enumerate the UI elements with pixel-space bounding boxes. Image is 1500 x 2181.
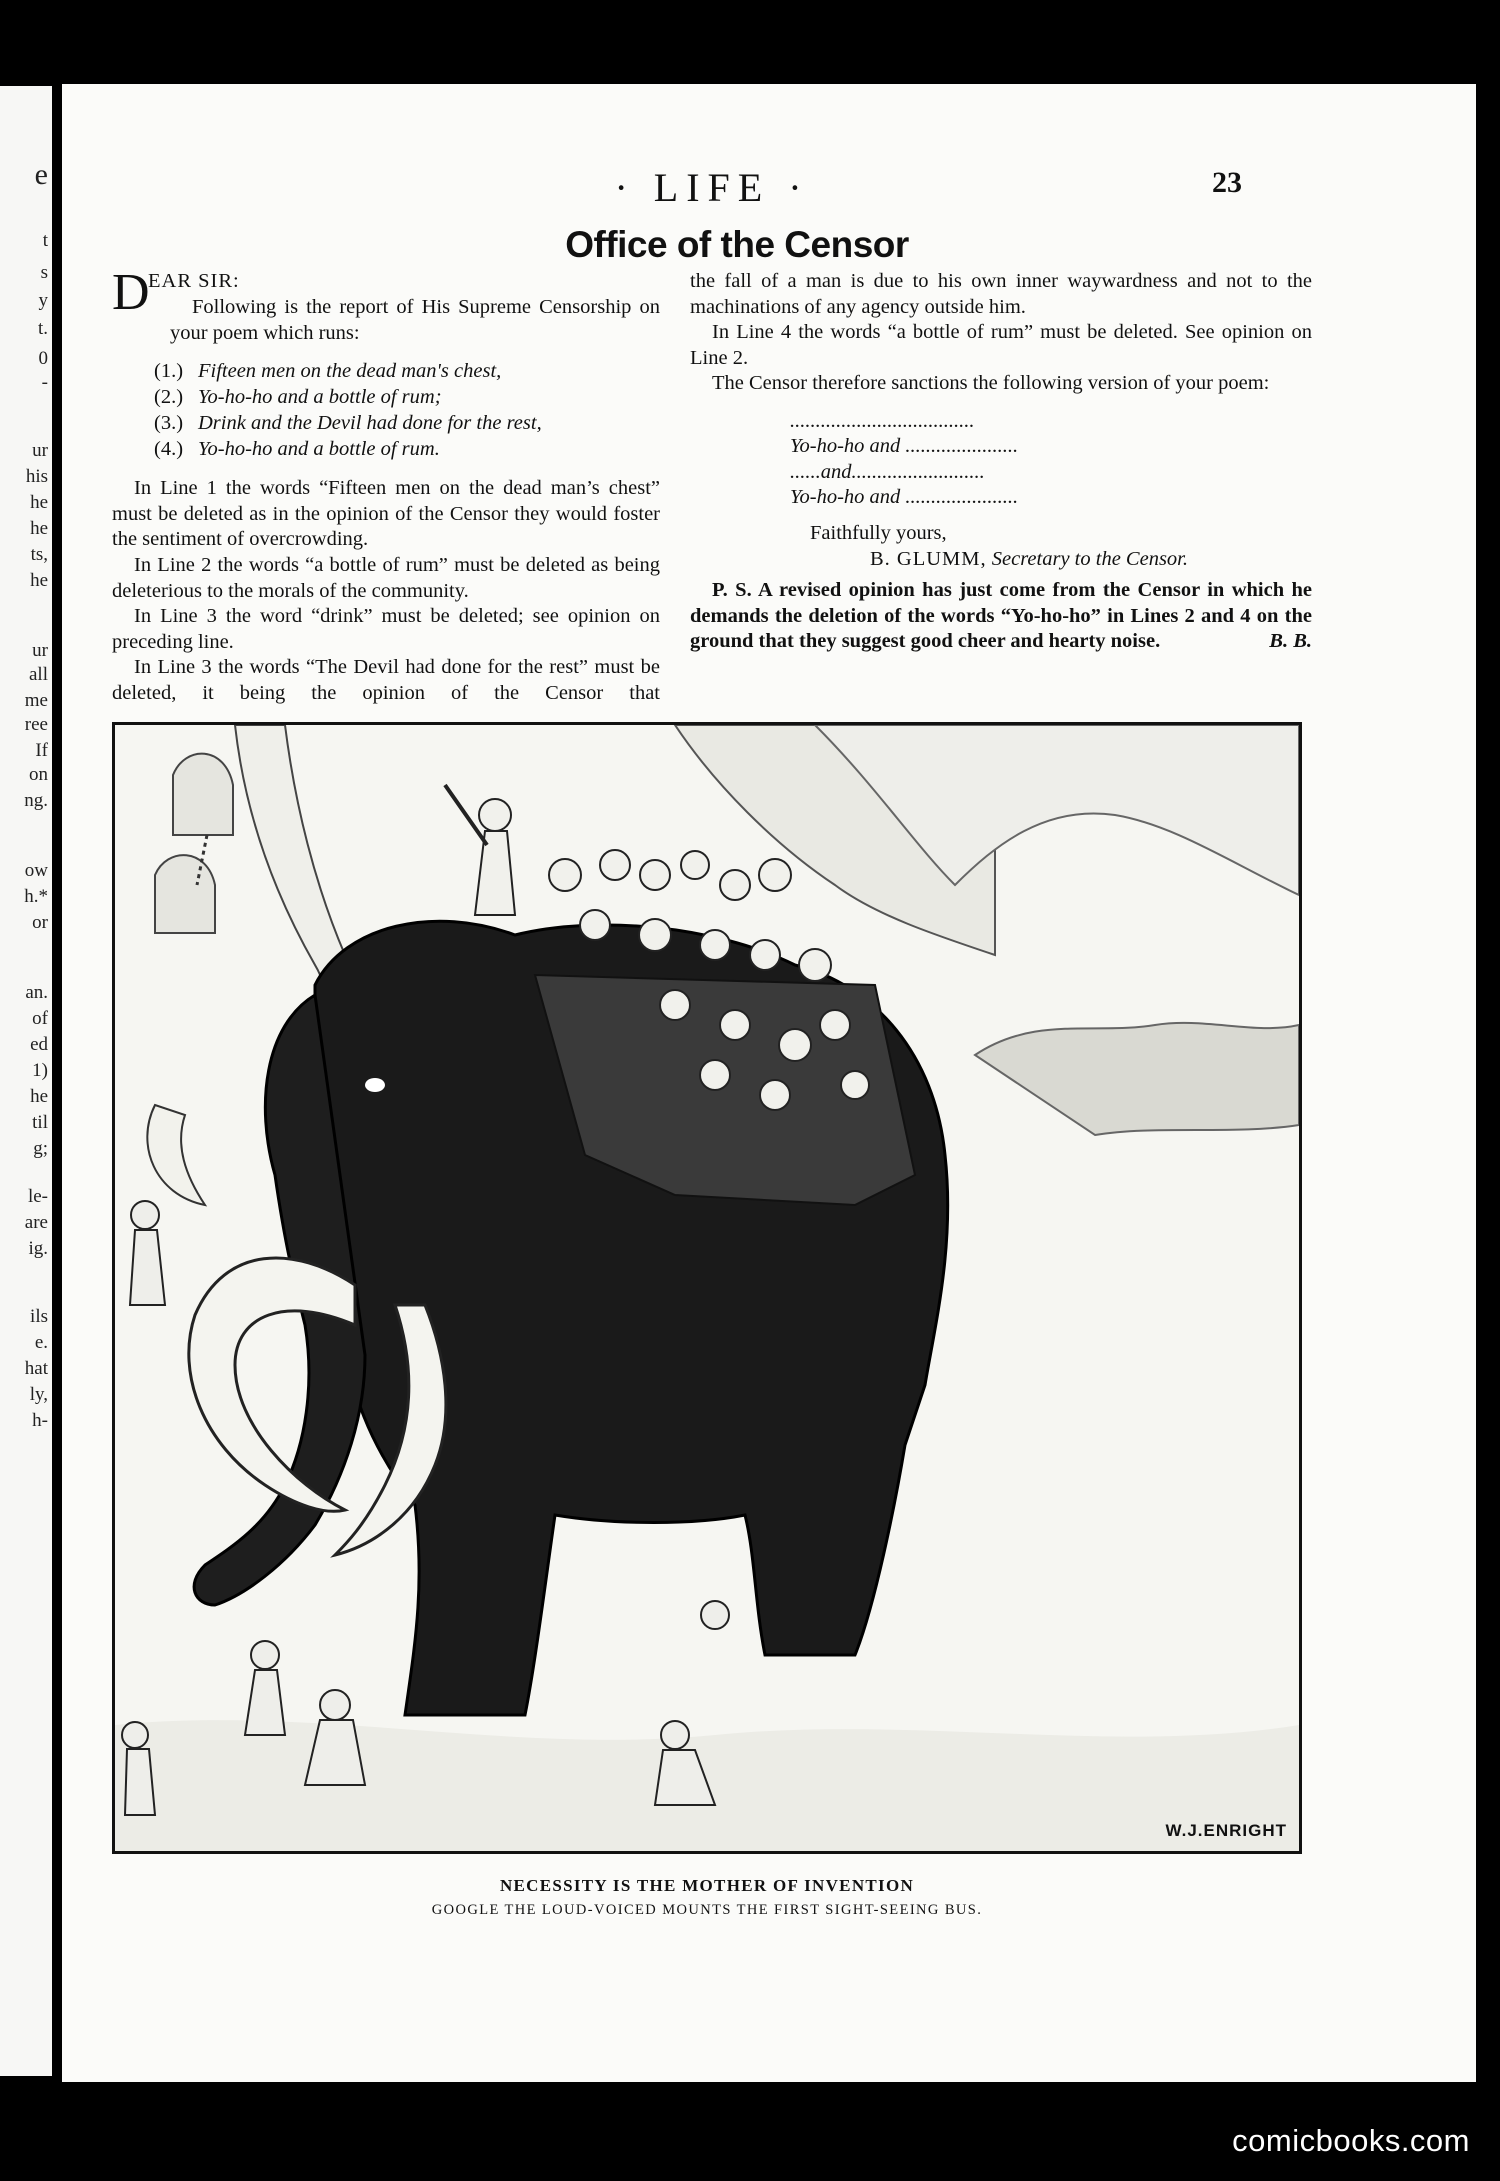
artist-signature: W.J.ENRIGHT (1165, 1821, 1287, 1840)
article-column-left (112, 264, 660, 707)
previous-page-text-fragment: ur (32, 440, 48, 461)
distant-hill-shape (975, 1023, 1299, 1135)
previous-page-text-fragment: t (42, 230, 48, 251)
previous-page-text-fragment: hat (24, 1358, 48, 1379)
mammoth-drawing (115, 725, 1299, 1851)
previous-page-text-fragment: his (25, 466, 48, 487)
poem-line: (2.) Yo-ho-ho and a bottle of rum; (154, 386, 442, 409)
previous-page-text-fragment: t. (37, 318, 48, 339)
previous-page-text-fragment: of (32, 1008, 48, 1029)
poem-block (154, 358, 660, 462)
previous-page-edge (0, 86, 52, 2076)
previous-page-text-fragment: ow (24, 860, 48, 881)
caption-subtitle: GOOGLE THE LOUD-VOICED MOUNTS THE FIRST SIGHT-SEEING BUS. (431, 1902, 983, 1918)
previous-page-text-fragment: me (24, 690, 48, 711)
closing: Faithfully yours, (810, 521, 947, 544)
caption-title: NECESSITY IS THE MOTHER OF INVENTION (499, 1876, 915, 1895)
signer-title: Secretary to the Censor. (991, 547, 1188, 570)
previous-page-text-fragment: h- (32, 1410, 48, 1431)
opinion-line-4: In Line 4 the words “a bottle of rum” must be deleted. See opinion on Line 2. (690, 321, 1312, 369)
poem-line: (3.) Drink and the Devil had done for the rest, (154, 412, 542, 435)
previous-page-text-fragment: an. (25, 982, 48, 1003)
cartoon-illustration (112, 722, 1302, 1854)
previous-page-text-fragment: on (29, 764, 48, 785)
masthead: · LIFE · (614, 165, 810, 210)
signoff (690, 521, 1312, 572)
opinion-line-3a: In Line 3 the word “drink” must be deleted; see opinion on preceding line. (112, 605, 660, 653)
postscript-initials: B. B. (1269, 630, 1312, 653)
previous-page-text-fragment: y (38, 290, 48, 311)
version-line: Yo-ho-ho and ...................... (790, 435, 1019, 458)
previous-page-text-fragment: he (30, 1086, 48, 1107)
sanction-text: The Censor therefore sanctions the following version of your poem: (712, 372, 1270, 395)
article-column-right (690, 269, 1312, 655)
previous-page-text-fragment: If (35, 740, 48, 761)
signer-name: B. GLUMM, (870, 547, 987, 570)
previous-page-text-fragment: til (32, 1112, 48, 1133)
previous-page-text-fragment: ils (30, 1306, 48, 1327)
mammoth-tusk-shape (147, 1105, 205, 1205)
previous-page-text-fragment: ig. (28, 1238, 48, 1259)
cliff-dwelling-shape (173, 754, 233, 835)
signer (690, 547, 1312, 573)
salutation-text: EAR SIR: (148, 270, 240, 292)
previous-page-text-fragment: ts, (30, 544, 48, 565)
previous-page-text-fragment: all (29, 664, 48, 685)
page-header (62, 164, 1476, 224)
opinion-line-3b: In Line 3 the words “The Devil had done for the rest” must be deleted, it being the opinion of the Censor that (112, 656, 660, 704)
version-line: .................................... (790, 409, 975, 432)
drop-cap: D (112, 264, 150, 321)
previous-page-text-fragment: ed (30, 1034, 48, 1055)
previous-page-text-fragment: s (40, 262, 48, 283)
version-line: Yo-ho-ho and ...................... (790, 486, 1019, 509)
magazine-page (62, 84, 1476, 2082)
cliff-dwelling-shape (155, 855, 215, 933)
previous-page-text-fragment: he (30, 518, 48, 539)
article-title: Office of the Censor (565, 224, 909, 265)
previous-page-text-fragment: ly, (29, 1384, 48, 1405)
version-line: ......and.......................... (790, 460, 985, 483)
previous-page-text-fragment: 0 (38, 348, 48, 369)
previous-page-text-fragment: are (24, 1212, 48, 1233)
previous-page-text-fragment: he (30, 492, 48, 513)
previous-page-text-fragment: h.* (24, 886, 48, 907)
opinion-line-2: In Line 2 the words “a bottle of rum” must be deleted as being deleterious to the morals of the community. (112, 553, 660, 602)
previous-page-text-fragment: g; (33, 1138, 48, 1159)
opinion-line-1: In Line 1 the words “Fifteen men on the dead man’s chest” must be deleted as in the opinion of the Censor they would foster the sentiment of overcrowding. (112, 477, 660, 551)
postscript (690, 578, 1312, 655)
censored-version (790, 409, 1312, 511)
previous-page-text-fragment: - (41, 372, 48, 393)
poem-line: (4.) Yo-ho-ho and a bottle of rum. (154, 438, 440, 461)
postscript-text: P. S. A revised opinion has just come from the Censor in which he demands the deletion of the words “Yo-ho-ho” in Lines 2 and 4 on the ground that they suggest good cheer and hearty noise. (690, 579, 1312, 653)
previous-page-text-fragment: ree (24, 714, 48, 735)
mammoth-eye-shape (365, 1078, 385, 1092)
report-intro: Following is the report of His Supreme Censorship on your poem which runs: (170, 296, 660, 344)
watermark: comicbooks.com (1232, 2123, 1470, 2158)
page-number: 23 (1212, 166, 1242, 199)
poem-line: (1.) Fifteen men on the dead man's chest, (154, 360, 502, 383)
previous-page-text-fragment: 1) (32, 1060, 48, 1081)
previous-page-text-fragment: he (30, 570, 48, 591)
orator-body-shape (475, 831, 515, 915)
previous-page-text-fragment: le- (27, 1186, 48, 1207)
orator-head-shape (479, 799, 511, 831)
previous-page-text-fragment: or (32, 912, 48, 933)
previous-page-text-fragment: ur (32, 640, 48, 661)
previous-page-text-fragment: ng. (24, 790, 48, 811)
previous-page-text-fragment: e. (34, 1332, 48, 1353)
opinion-line-3b-continued: the fall of a man is due to his own inner waywardness and not to the machinations of any agency outside him. (690, 270, 1312, 318)
previous-page-text-fragment: e (34, 158, 48, 191)
